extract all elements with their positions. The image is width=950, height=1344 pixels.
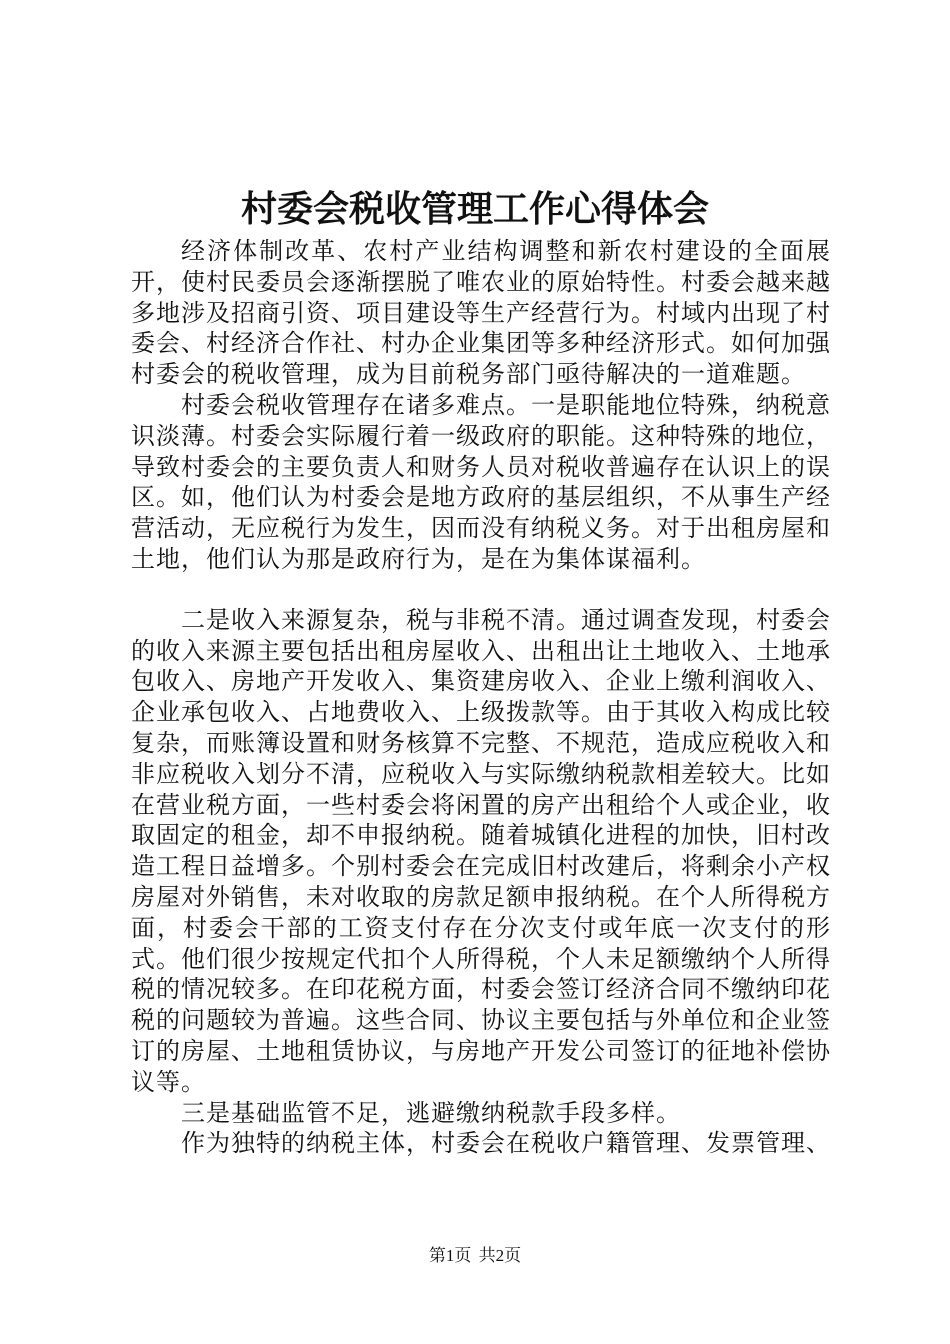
paragraph-intro: 经济体制改革、农村产业结构调整和新农村建设的全面展开，使村民委员会逐渐摆脱了唯农业的原始特性。村委会越来越多地涉及招商引资、项目建设等生产经营行为。村域内出现了村委会、村经济合作社、村办企业集团等多种经济形式。如何加强村委会的税收管理，成为目前税务部门亟待解决的一道难题。 (131, 237, 831, 389)
document-title: 村委会税收管理工作心得体会 (240, 188, 709, 230)
paragraph-difficulty-one: 村委会税收管理存在诸多难点。一是职能地位特殊，纳税意识淡薄。村委会实际履行着一级政府的职能。这种特殊的地位，导致村委会的主要负责人和财务人员对税收普遍存在认识上的误区。如，他们认为村委会是地方政府的基层组织，不从事生产经营活动，无应税行为发生，因而没有纳税义务。对于出租房屋和土地，他们认为那是政府行为，是在为集体谋福利。 (131, 390, 831, 573)
paragraph-difficulty-two: 二是收入来源复杂，税与非税不清。通过调查发现，村委会的收入来源主要包括出租房屋收入、出租出让土地收入、土地承包收入、房地产开发收入、集资建房收入、企业上缴利润收入、企业承包收入、占地费收入、上级拨款等。由于其收入构成比较复杂，而账簿设置和财务核算不完整、不规范，造成应税收入和非应税收入划分不清，应税收入与实际缴纳税款相差较大。比如在营业税方面，一些村委会将闲置的房产出租给个人或企业，收取固定的租金，却不申报纳税。随着城镇化进程的加快，旧村改造工程日益增多。个别村委会在完成旧村改建后，将剩余小产权房屋对外销售，未对收取的房款足额申报纳税。在个人所得税方面，村委会干部的工资支付存在分次支付或年底一次支付的形式。他们很少按规定代扣个人所得税，个人未足额缴纳个人所得税的情况较多。在印花税方面，村委会签订经济合同不缴纳印花税的问题较为普遍。这些合同、协议主要包括与外单位和企业签订的房屋、土地租赁协议，与房地产开发公司签订的征地补偿协议等。 (131, 605, 831, 1096)
page-number: 第1页 共2页 (428, 1246, 522, 1265)
paragraph-continued: 作为独特的纳税主体，村委会在税收户籍管理、发票管理、 (181, 1129, 831, 1158)
document-body (131, 236, 831, 1159)
paragraph-difficulty-three: 三是基础监管不足，逃避缴纳税款手段多样。 (181, 1098, 681, 1127)
